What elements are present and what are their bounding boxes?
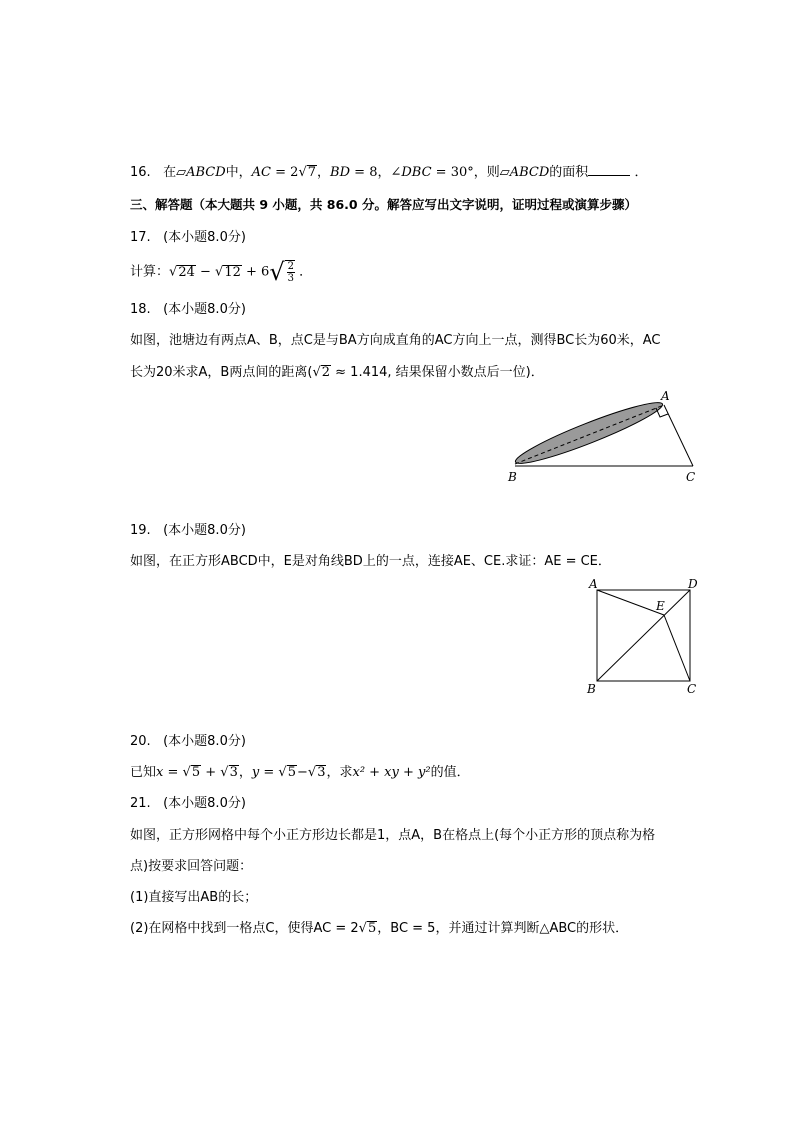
sqrt-sign: √: [169, 264, 178, 280]
sqrt-body: [285, 260, 295, 284]
label-e: E: [656, 599, 665, 613]
q17-header: [130, 228, 246, 248]
sqrt-sign: √: [358, 921, 367, 936]
q21-line1: 如图，正方形网格中每个小正方形边长都是1，点A，B在格点上(每个小正方形的顶点称为格: [130, 828, 656, 843]
q18-line2b: ≈ 1.414, 结果保留小数点后一位)．: [331, 365, 544, 380]
label-b: B: [508, 470, 517, 484]
q16-ac: AC: [251, 165, 272, 180]
q21-header: [130, 794, 246, 814]
sqrt-sign: √: [298, 165, 307, 180]
q16-eq8: = 8，∠: [350, 165, 402, 180]
pond-shape: [512, 395, 666, 472]
q20-text: [130, 763, 470, 783]
q20-t2: ，求: [326, 765, 353, 780]
q20-plus: +: [201, 765, 221, 780]
label-b: B: [587, 682, 596, 696]
var-y: y: [251, 765, 260, 780]
q17-r24: 24: [178, 264, 195, 280]
q20-r3b: 3: [317, 765, 326, 780]
q18-line1: 如图，池塘边有两点A、B，点C是与BA方向成直角的AC方向上一点，测得BC长为60米，AC: [130, 333, 661, 348]
q20-r5b: 5: [287, 765, 296, 780]
q17-number: 17.: [130, 230, 151, 245]
q21-line4a: (2)在网格中找到一格点C，使得AC = 2: [130, 921, 359, 936]
q16-dbc: DBC: [401, 165, 432, 180]
answer-blank: [588, 163, 630, 176]
q17-calc: 计算：: [130, 264, 170, 280]
segment-ab: [515, 405, 664, 464]
q16-tail: 的面积: [549, 165, 589, 180]
q18-label: (本小题8.0分): [163, 302, 246, 317]
q20-header: [130, 732, 246, 752]
q18-r2: 2: [321, 365, 331, 380]
label-c: C: [687, 682, 697, 696]
q16-bd: BD: [330, 165, 351, 180]
q21-line4: [130, 919, 628, 939]
segment-ae: [597, 590, 664, 615]
q19-figure: [580, 573, 705, 698]
q18-figure: [500, 385, 710, 485]
label-c: C: [686, 470, 696, 484]
q21-number: 21.: [130, 796, 151, 811]
q21-r5: 5: [367, 921, 377, 936]
q16-text-prefix: 在▱: [163, 165, 187, 180]
q20-label: (本小题8.0分): [163, 734, 246, 749]
q17-r12: 12: [224, 264, 241, 280]
var-x: x: [156, 765, 164, 780]
q21-label: (本小题8.0分): [163, 796, 246, 811]
sqrt-sign: √: [215, 264, 224, 280]
q18-header: [130, 300, 246, 320]
q21-line4b: ，BC = 5，并通过计算判断△ABC的形状．: [377, 921, 629, 936]
q16-line: [130, 163, 647, 183]
q20-expr: x² + xy + y²: [352, 765, 431, 780]
fraction: [287, 261, 295, 284]
q16-abcd2: ABCD: [509, 165, 550, 180]
sqrt-sign: √: [220, 765, 229, 780]
q19-text: 如图，在正方形ABCD中，E是对角线BD上的一点，连接AE、CE.求证：AE = CE．: [130, 554, 611, 569]
q16-rad7: 7: [307, 165, 317, 180]
q18-line2a: 长为20米求A，B两点间的距离(: [130, 365, 313, 380]
sqrt-sign: √: [312, 365, 321, 380]
q17-end: ．: [299, 264, 313, 280]
q16-eq30: = 30°，则▱: [431, 165, 510, 180]
fraction-numerator: 2: [287, 261, 294, 272]
q18-number: 18.: [130, 302, 151, 317]
q18-line2: [130, 363, 544, 383]
q19-header: [130, 521, 246, 541]
q20-sep: ，: [238, 765, 252, 780]
segment-ac: [664, 405, 693, 466]
q20-r3a: 3: [229, 765, 238, 780]
q16-abcd: ABCD: [186, 165, 226, 180]
q16-number: 16.: [130, 165, 151, 180]
q17-plus6: + 6: [241, 264, 270, 280]
q17-label: (本小题8.0分): [163, 230, 246, 245]
q17-minus: −: [195, 264, 216, 280]
q20-minus: −: [296, 765, 308, 780]
q20-t3: 的值．: [430, 765, 470, 780]
q20-eq2: =: [259, 765, 279, 780]
segment-ce: [664, 615, 690, 681]
q19-label: (本小题8.0分): [163, 523, 246, 538]
q16-sep: ，: [317, 165, 331, 180]
q20-eq: =: [163, 765, 183, 780]
label-a: A: [589, 577, 598, 591]
q20-number: 20.: [130, 734, 151, 749]
q21-line2: 点)按要求回答问题：: [130, 859, 253, 874]
q16-eq2: = 2: [271, 165, 299, 180]
fraction-denominator: 3: [287, 273, 294, 284]
label-a: A: [661, 389, 670, 403]
q21-line3: (1)直接写出AB的长；: [130, 890, 258, 905]
section-heading: 三、解答题（本大题共 9 小题，共 86.0 分。解答应写出文字说明，证明过程或演算步骤）: [130, 197, 637, 212]
q20-t1: 已知: [130, 765, 157, 780]
q17-frac-sqrt: [269, 260, 295, 284]
q16-mid: 中，: [225, 165, 252, 180]
sqrt-sign: √: [278, 765, 287, 780]
sqrt-sign: √: [182, 765, 191, 780]
q20-r5a: 5: [191, 765, 201, 780]
q17-expr: [130, 260, 312, 284]
sqrt-sign: √: [269, 258, 285, 286]
q19-number: 19.: [130, 523, 151, 538]
sqrt-sign: √: [307, 765, 317, 780]
diagonal-bd: [597, 590, 690, 681]
q16-end: ．: [634, 165, 648, 180]
label-d: D: [688, 577, 698, 591]
